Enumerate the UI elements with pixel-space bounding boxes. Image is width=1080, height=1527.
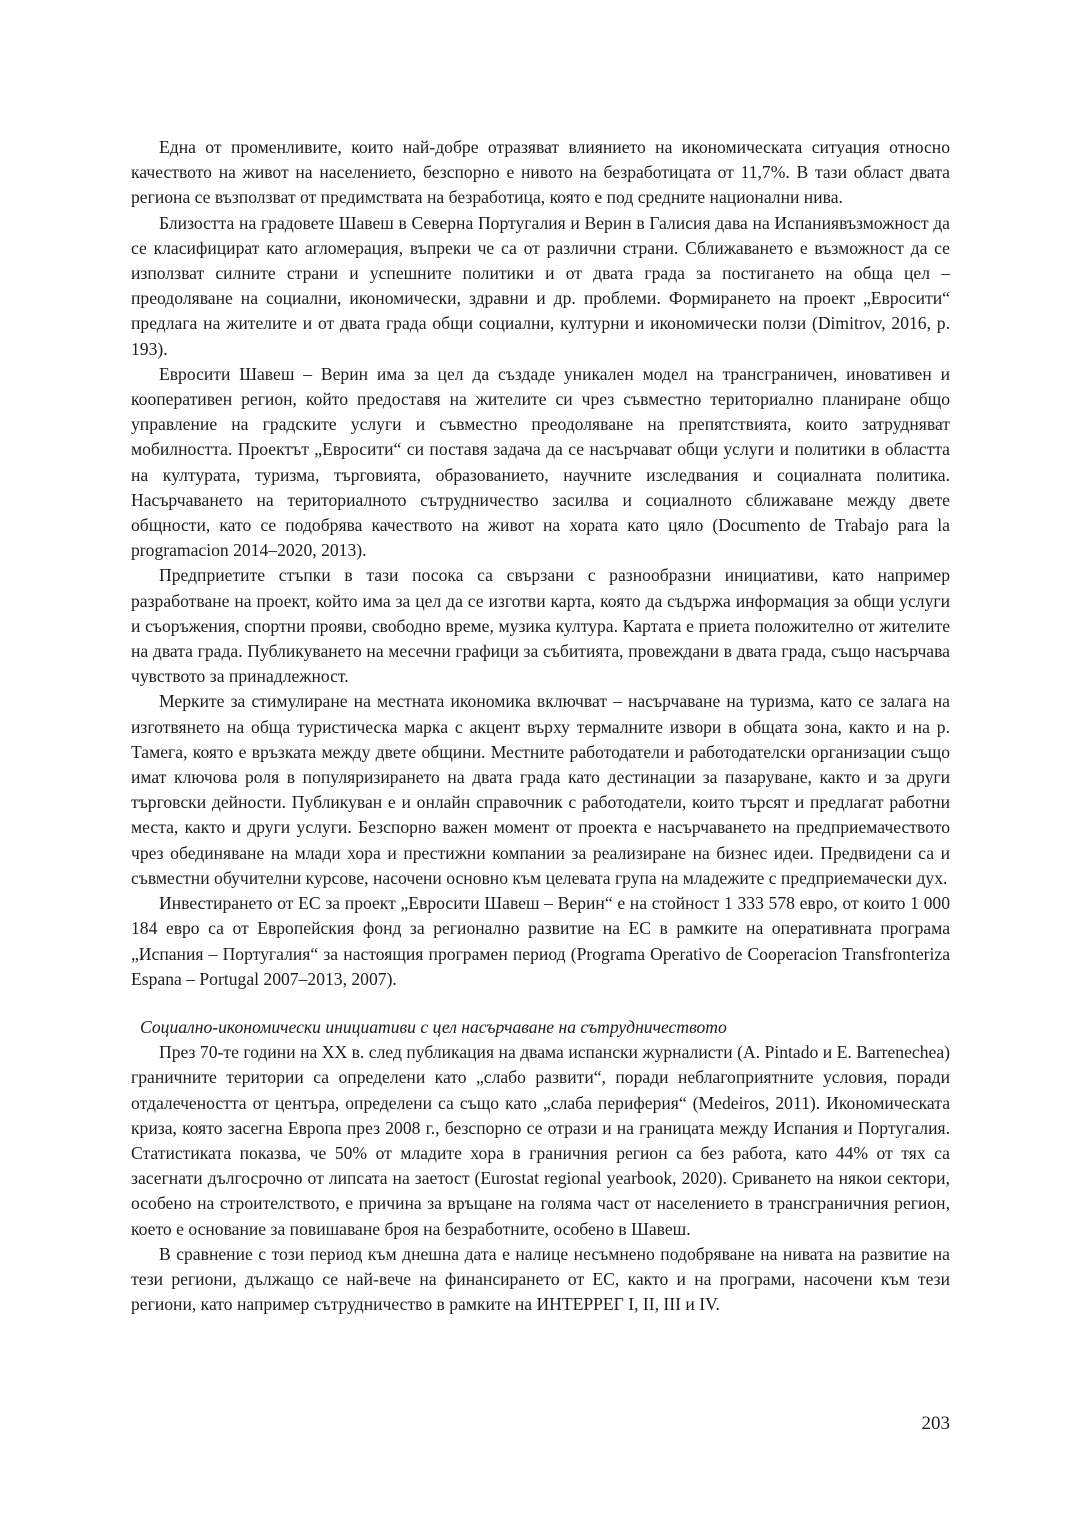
paragraph-border-history: През 70-те години на XX в. след публикация на двама испански журналисти (A. Pintado и E. Barrenechea) граничните територии са определени като „слабо развити“, поради неблагоприятните условия, поради отдалечеността от центъра, определени са също като „слаба периферия“ (Medeiros, 2011). Икономическата криза, която засегна Европа през 2008 г., безспорно се отрази и на границата между Испания и Португалия. Статистиката показва, че 50% от младите хора в граничния регион са без работа, като 44% от тях са засегнати дългосрочно от липсата на заетост (Eurostat regional yearbook, 2020). Сриването на някои сектори, особено на строителството, е причина за връщане на голяма част от населението в трансграничния регион, което е основание за повишаване броя на безработните, особено в Шавеш. [131, 1042, 950, 1239]
section-heading: Социално-икономически инициативи с цел насърчаване на сътрудничеството [140, 1016, 727, 1037]
page-number: 203 [921, 1413, 950, 1434]
paragraph-initiatives: Предприетите стъпки в тази посока са свързани с разнообразни инициативи, като например разработване на проект, който има за цел да се изготви карта, която да съдържа информация за общи услуги и съоръжения, спортни прояви, свободно време, музика култура. Картата е приета положително от жителите на двата града. Публикуването на месечни графици за събитията, провеждани в двата града, също насърчава чувството за принадлежност. [131, 565, 950, 687]
paragraph-eurocity-model: Евросити Шавеш – Верин има за цел да създаде уникален модел на трансграничен, иновативен и кооперативен регион, който предоставя на жителите си чрез съвместно териториално планиране общо управление на градските услуги и съвместно преодоляване на препятствията, които затрудняват мобилността. Проектът „Евросити“ си поставя задача да се насърчават общи услуги и политики в областта на културата, туризма, търговията, образованието, научните изследвания и социалната политика. Насърчаването на териториалното сътрудничество засилва и социалното сближаване между двете общности, като се подобрява качеството на живот на хората като цяло (Documento de Trabajo para la programacion 2014–2020, 2013). [131, 363, 950, 561]
paragraph-eu-investment: Инвестирането от ЕС за проект „Евросити Шавеш – Верин“ е на стойност 1 333 578 евро, от които 1 000 184 евро са от Европейския фонд за регионално развитие на ЕС в рамките на оперативната програма „Испания – Португалия“ за настоящия програмен период (Programa Operativo de Cooperacion Transfronteriza Espana – Portugal 2007–2013, 2007). [131, 893, 950, 989]
paragraph-development-comparison: В сравнение с този период към днешна дата е налице несъмнено подобряване на нивата на развитие на тези региони, дължащо се най-вече на финансирането от ЕС, както и на програми, насочени към тези региони, като например сътрудничество в рамките на ИНТЕРРЕГ I, II, III и IV. [131, 1243, 950, 1315]
document-body [131, 135, 950, 1317]
paragraph-proximity: Близостта на градовете Шавеш в Северна Португалия и Верин в Галисия дава на Испаниявъзможност да се класифицират като агломерация, въпреки че са от различни страни. Сближаването е възможност да се използват силните страни и успешните политики и от двата града за постигането на обща цел – преодоляване на социални, икономически, здравни и др. проблеми. Формирането на проект „Евросити“ предлага на жителите и от двата града общи социални, културни и икономически ползи (Dimitrov, 2016, p. 193). [131, 212, 950, 359]
paragraph-unemployment: Една от променливите, които най-добре отразяват влиянието на икономическата ситуация относно качеството на живот на населението, безспорно е нивото на безработицата от 11,7%. В тази област двата региона се възползват от предимствата на безработица, която е под средните национални нива. [131, 137, 950, 208]
paragraph-local-economy: Мерките за стимулиране на местната икономика включват – насърчаване на туризма, като се залага на изготвянето на обща туристическа марка с акцент върху термалните извори в общата зона, както и на р. Тамега, която е връзката между двете общини. Местните работодатели и работодателски организации също имат ключова роля в популяризирането на двата града като дестинации за пазаруване, както и за други търговски дейности. Публикуван е и онлайн справочник с работодатели, които търсят и предлагат работни места, както и други услуги. Безспорно важен момент от проекта е насърчаването на предприемачеството чрез обединяване на млади хора и престижни компании за реализиране на бизнес идеи. Предвидени са и съвместни обучителни курсове, насочени основно към целевата група на младежите с предприемачески дух. [131, 691, 950, 888]
